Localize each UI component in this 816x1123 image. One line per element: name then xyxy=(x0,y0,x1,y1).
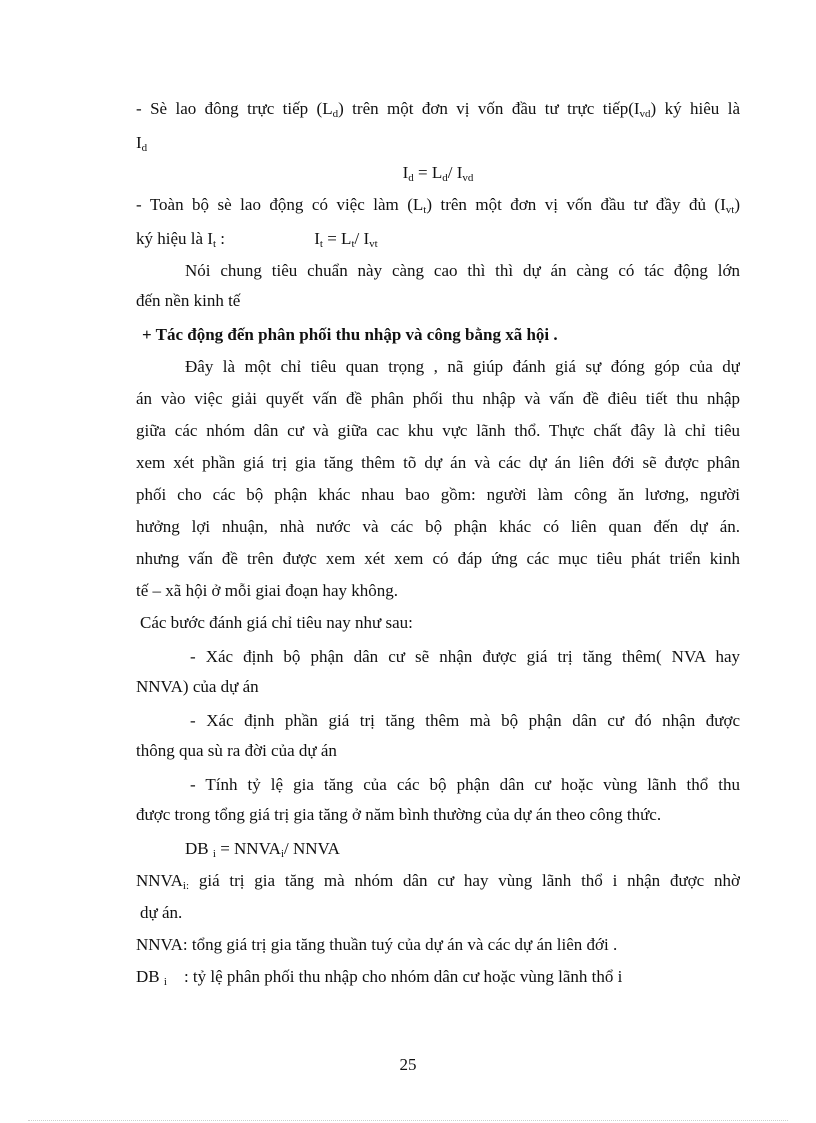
page-divider xyxy=(28,1120,788,1121)
text-line: đến nền kinh tế xyxy=(136,291,241,310)
definition-line: DB $_i$ : tỷ lệ phân phối thu nhập cho nhóm dân cư hoặc vùng lãnh thổ i xyxy=(136,967,623,988)
text-line: án vào việc giải quyết vấn đề phân phối thu nhập và vấn đề điêu tiết thu nhập xyxy=(136,389,740,408)
text-line: $I_d$ xyxy=(136,133,148,154)
text-line: xem xét phần giá trị gia tăng thêm tõ dự án và các dự án liên đới sẽ được phân xyxy=(136,453,740,472)
text-line: tế – xã hội ở mỗi giai đoạn hay không. xyxy=(136,581,399,600)
section-heading: + Tác động đến phân phối thu nhập và công bằng xã hội . xyxy=(142,325,558,344)
definition-line: NNVA: tổng giá trị gia tăng thuần tuý của dự án và các dự án liên đới . xyxy=(136,935,618,954)
text-line: NNVA) của dự án xyxy=(136,677,259,696)
text-line: Các bước đánh giá chỉ tiêu nay như sau: xyxy=(140,613,413,632)
list-item: - Xác định phần giá trị tăng thêm mà bộ phận dân cư đó nhận được xyxy=(190,711,740,730)
text-line: phối cho các bộ phận khác nhau bao gồm: người làm công ăn lương, người xyxy=(136,485,740,504)
text-line: Đây là một chỉ tiêu quan trọng , nã giúp đánh giá sự đóng góp của dự xyxy=(185,357,740,376)
text-line: hưởng lợi nhuận, nhà nước và các bộ phận khác có liên quan đến dự án. xyxy=(136,517,740,536)
text-line: - Toàn bộ sè lao động có việc làm $(L_t)$ trên một đơn vị vốn đầu tư đầy đủ $(I_{vt})$ xyxy=(136,195,740,216)
formula-dbi: DB $_i = NNVA_i/$ NNVA xyxy=(185,839,340,860)
page-number: 25 xyxy=(399,1055,417,1074)
text-line: thông qua sù ra đời của dự án xyxy=(136,741,337,760)
text-line: ký hiệu là $I_t$ : $I_t = L_t/$ $I_{vt}$ xyxy=(136,229,378,250)
text-line: dự án. xyxy=(140,903,183,922)
list-item: - Tính tỷ lệ gia tăng của các bộ phận dân cư hoặc vùng lãnh thổ thu xyxy=(190,775,740,794)
text-line: giữa các nhóm dân cư và giữa cac khu vực lãnh thổ. Thực chất đây là chỉ tiêu xyxy=(136,421,740,440)
formula-id: $I_d = L_d/$ $I_{vd}$ xyxy=(402,163,474,184)
text-line: được trong tổng giá trị gia tăng ở năm bình thường của dự án theo công thức. xyxy=(136,805,662,824)
text-line: Nói chung tiêu chuẩn này càng cao thì thì dự án càng có tác động lớn xyxy=(185,261,740,280)
list-item: - Xác định bộ phận dân cư sẽ nhận được giá trị tăng thêm( NVA hay xyxy=(190,647,740,666)
text-line: - Sè lao đông trực tiếp $(L_d)$ trên một đơn vị vốn đầu tư trực $tiếp(I_{vd})$ ký hiêu là xyxy=(136,99,740,120)
definition-line: $NNVA_{i:}$ giá trị gia tăng mà nhóm dân cư hay vùng lãnh thổ i nhận được nhờ xyxy=(136,871,740,892)
text-line: nhưng vấn đề trên được xem xét xem có đáp ứng các mục tiêu phát triển kinh xyxy=(136,549,740,568)
